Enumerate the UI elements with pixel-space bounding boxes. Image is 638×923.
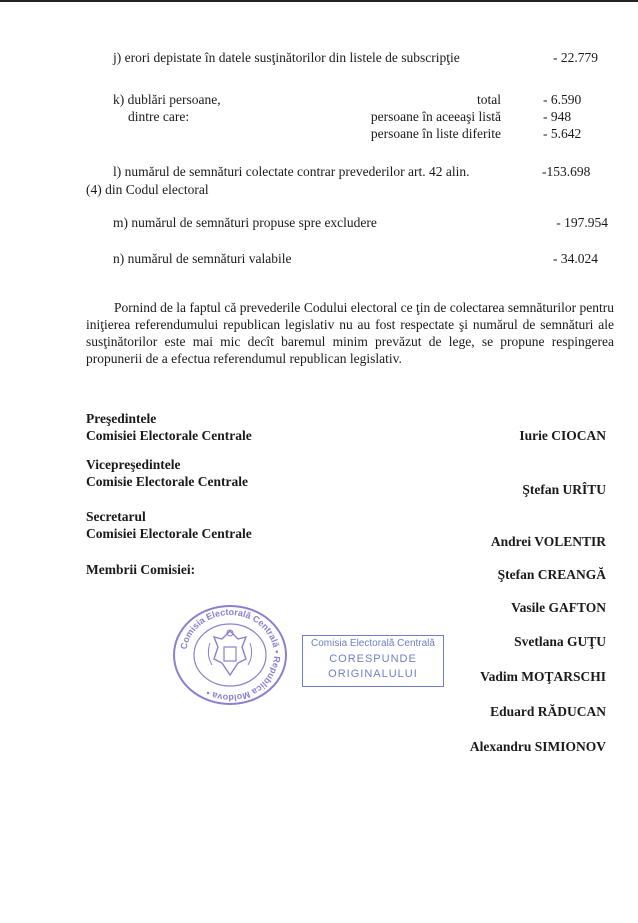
certification-stamp	[302, 635, 444, 687]
members-title: Membrii Comisiei:	[86, 562, 196, 577]
item-k-diff-list-value: - 5.642	[543, 126, 582, 141]
item-k-diff-list-label: persoane în liste diferite	[370, 126, 501, 141]
president-title-1: Preşedintele	[86, 411, 157, 426]
svg-text:Comisia Electorală Centrală •: Comisia Electorală Centrală • Republica Moldova •	[178, 606, 283, 704]
president-name: Iurie CIOCAN	[519, 428, 606, 443]
item-k-total-label: total	[477, 92, 501, 107]
official-seal-icon	[170, 603, 290, 707]
top-rule	[0, 0, 638, 2]
item-j-label: j) erori depistate în datele susţinătorilor din listele de subscripţie	[113, 50, 460, 65]
item-l-label-line1: l) numărul de semnături colectate contrar prevederilor art. 42 alin.	[113, 164, 470, 179]
member-name: Alexandru SIMIONOV	[469, 739, 606, 754]
stamp-line-2: CORESPUNDE	[329, 653, 417, 665]
member-name: Vasile GAFTON	[511, 600, 606, 615]
stamp-line-3: ORIGINALULUI	[328, 668, 418, 680]
item-m-value: - 197.954	[556, 215, 608, 230]
vice-title-2: Comisie Electorale Centrale	[86, 474, 248, 489]
secretary-name: Andrei VOLENTIR	[490, 534, 606, 549]
item-l-label-line2: (4) din Codul electoral	[86, 182, 209, 197]
member-name: Vadim MOŢARSCHI	[480, 669, 606, 684]
vice-title-1: Vicepreşedintele	[86, 457, 181, 472]
secretary-title-2: Comisiei Electorale Centrale	[86, 526, 252, 541]
stamp-line-1: Comisia Electorală Centrală	[311, 638, 435, 649]
item-k-same-list-label: persoane în aceeaşi listă	[370, 109, 501, 124]
item-k-total-value: - 6.590	[543, 92, 582, 107]
item-m-label: m) numărul de semnături propuse spre excludere	[113, 215, 377, 230]
member-name: Ştefan CREANGĂ	[497, 567, 606, 582]
item-n-value: - 34.024	[553, 251, 598, 266]
president-title-2: Comisiei Electorale Centrale	[86, 428, 252, 443]
item-k-label: k) dublări persoane,	[113, 92, 221, 107]
secretary-title-1: Secretarul	[86, 509, 146, 524]
item-k-same-list-value: - 948	[543, 109, 572, 124]
item-k-sublabel: dintre care:	[128, 109, 190, 124]
member-name: Eduard RĂDUCAN	[490, 704, 606, 719]
item-n-label: n) numărul de semnături valabile	[113, 251, 292, 266]
item-l-value: -153.698	[542, 164, 591, 179]
item-j-value: - 22.779	[553, 50, 598, 65]
vice-name: Ştefan URÎTU	[522, 482, 606, 497]
conclusion-paragraph: Pornind de la faptul că prevederile Codului electoral ce ţin de colectarea semnăturilor pentru iniţierea referendumului republican legislativ nu au fost respectate şi numărul de semnături ale susţinătorilor este mai mic decît baremul minim prevăzut de lege, se propune respingerea propunerii de a efectua referendumul republican legislativ.	[86, 300, 614, 366]
member-name: Svetlana GUŢU	[514, 634, 606, 649]
